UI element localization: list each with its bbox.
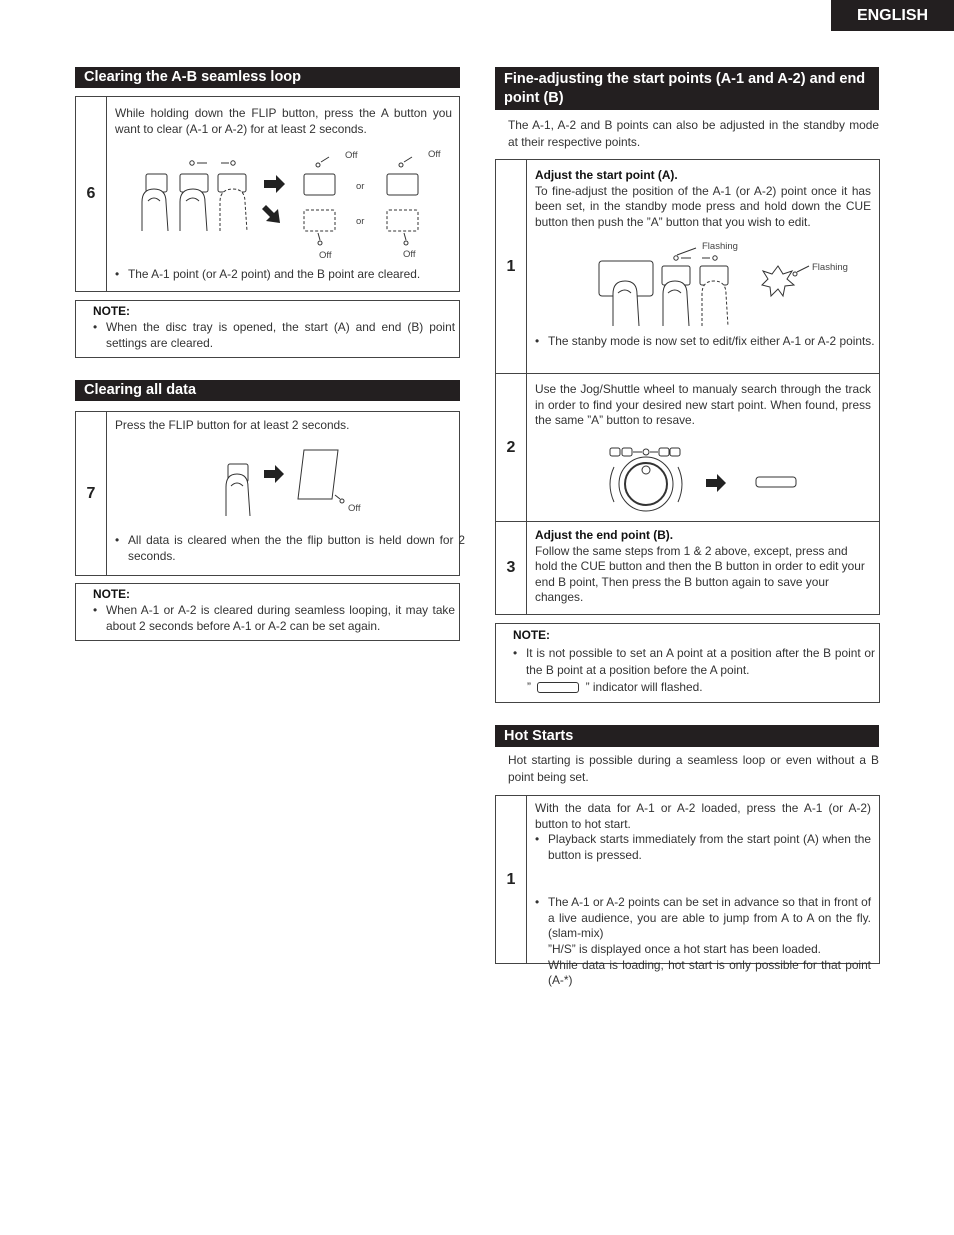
note-text: • When the disc tray is opened, the start (A) and end (B) point settings are cleared. [93,320,455,351]
step-box-hot-start [495,795,880,988]
note-box [75,583,460,641]
off-label: Off [403,249,416,260]
step-heading: Adjust the start point (A). [535,168,678,182]
bullet-text: While data is loading, hot start is only possible for that point (A-*) [548,957,871,988]
step-number: 1 [496,796,527,963]
step-bullet: • The A-1 point (or A-2 point) and the B point are cleared. [115,267,452,283]
section-title-hot-starts: Hot Starts [495,725,879,747]
note-title: NOTE: [93,587,130,601]
indicator-display-icon [537,682,579,693]
flashing-label: Flashing [702,241,738,252]
section-intro: Hot starting is possible during a seamless loop or even without a B point being set. [508,753,879,784]
step-number: 1 [496,160,527,373]
off-label: Off [428,149,441,160]
step-bullet [535,895,871,989]
flashing-label: Flashing [812,262,848,273]
note-title: NOTE: [513,628,550,642]
step-box-1 [495,159,880,374]
indicator-suffix: ” indicator will flashed. [585,680,703,694]
step-text: Use the Jog/Shuttle wheel to manualy search through the track in order to find your desired new start point. When found, press the same ”A” button to resave. [535,382,871,428]
section-title-clear-ab-loop: Clearing the A-B seamless loop [75,67,460,88]
off-label: Off [345,150,358,161]
off-label: Off [348,503,361,514]
step-bullet: • The stanby mode is now set to edit/fix either A-1 or A-2 points. [535,334,884,350]
section-title-fine-adjust: Fine-adjusting the start points (A-1 and A-2) and end point (B) [495,67,879,110]
bullet-text: ”H/S” is displayed once a hot start has been loaded. [548,941,821,956]
step-bullet: • Playback starts immediately from the start point (A) when the button is pressed. [535,832,871,863]
section-title-clear-all-data: Clearing all data [75,380,460,401]
step-text: Follow the same steps from 1 & 2 above, except, press and hold the CUE button and then the B button in order to edit your end B point, Then press the B button again to save your changes. [535,543,865,605]
or-label: or [356,181,365,192]
step-text-block [535,528,871,606]
note-text: • When A-1 or A-2 is cleared during seamless looping, it may take about 2 seconds before A-1 or A-2 can be set again. [93,603,455,634]
indicator-quote: ” [527,680,531,694]
indicator-line [527,679,867,696]
step-text: With the data for A-1 or A-2 loaded, press the A-1 (or A-2) button to hot start. [535,801,871,831]
step-number: 3 [496,522,527,614]
bullet-text: The A-1 or A-2 points can be set in advance so that in front of a live audience, you are able to jump from A to A on the fly. (slam-mix) [548,895,871,941]
note-text: • It is not possible to set an A point at a position after the B point or the B point at a position before the A point. [513,645,875,679]
note-box [495,623,880,703]
step-box-3 [495,521,880,615]
language-tab [831,0,954,31]
flip-a-button-illustration [76,97,461,293]
section-intro: The A-1, A-2 and B points can also be adjusted in the standby mode at their respective points. [508,118,879,149]
or-label: or [356,216,365,227]
step-box-7 [75,411,465,576]
step-text: While holding down the FLIP button, press the A button you want to clear (A-1 or A-2) for at least 2 seconds. [115,106,452,136]
step-text: To fine-adjust the position of the A-1 (or A-2) point once it has been set, in the standby mode press and hold down the CUE button then push the ”A” button that you wish to edit. [535,183,871,229]
step-box-2 [495,373,880,522]
jog-shuttle-illustration [496,374,881,523]
off-label: Off [319,250,332,261]
step-number: 7 [76,412,107,575]
step-heading: Adjust the end point (B). [535,528,674,542]
note-box [75,300,460,358]
step-bullet: • All data is cleared when the the flip button is held down for 2 seconds. [115,533,465,564]
note-title: NOTE: [93,304,130,318]
language-label: ENGLISH [856,7,929,24]
step-number: 2 [496,374,527,521]
step-text: Press the FLIP button for at least 2 seconds. [115,418,350,432]
step-box-6 [75,96,460,292]
step-number: 6 [76,97,107,291]
